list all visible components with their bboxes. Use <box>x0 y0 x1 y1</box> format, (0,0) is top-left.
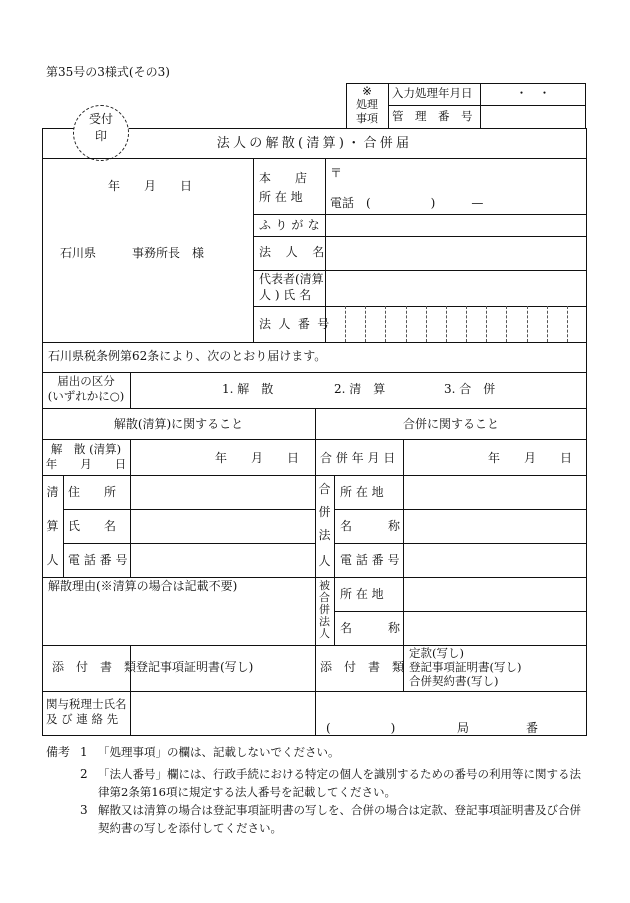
liquidator-name-label: 氏 名 <box>68 519 117 533</box>
dissolution-section-title: 解散(清算)に関すること <box>113 417 244 431</box>
form-title: 法人の解散(清算)・合併届 <box>216 136 413 151</box>
merger-attach-3: 合併契約書(写し) <box>409 674 499 688</box>
merging-v-3: 法 <box>318 528 331 542</box>
office-mark: ※ <box>361 84 373 98</box>
corp-number-cells[interactable] <box>325 306 587 342</box>
merging-v-1: 合 <box>318 482 331 496</box>
note-1-text: 「処理事項」の欄は、記載しないでください。 <box>98 745 340 759</box>
furigana-label: ふりがな <box>259 218 324 232</box>
accountant-phone-paren: ( ) <box>326 721 396 735</box>
merged-v-5: 人 <box>319 627 330 640</box>
corp-number-cell-divider <box>567 306 568 342</box>
liquidator-v-3: 人 <box>46 553 59 567</box>
category-label-1: 届出の区分 <box>57 374 115 388</box>
hq-label-1: 本 店 <box>259 171 308 185</box>
corp-number-cell-divider <box>486 306 487 342</box>
merged-name-label: 名 称 <box>340 621 401 635</box>
representative-field[interactable] <box>326 271 586 306</box>
hq-label-2: 所 在 地 <box>259 190 303 204</box>
accountant-ban: 番 <box>526 721 539 735</box>
merged-v-2: 合 <box>319 591 330 604</box>
submission-date: 年 月 日 <box>108 179 193 193</box>
input-date-label: 入力処理年月日 <box>392 86 473 100</box>
office-label-2: 事項 <box>356 112 378 125</box>
liquidator-v-1: 清 <box>46 485 59 499</box>
note-3-text: 解散又は清算の場合は登記事項証明書の写しを、合併の場合は定款、登記事項証明書及び合併契約書の写しを添付してください。 <box>98 803 581 835</box>
dissolution-reason-label: 解散理由(※清算の場合は記載不要) <box>48 579 238 593</box>
merging-phone-label: 電 話 番 号 <box>340 553 400 567</box>
hq-address-field[interactable] <box>345 162 581 186</box>
accountant-label-2: 及 び 連 絡 先 <box>46 712 119 726</box>
input-date-dots: ・ ・ <box>515 86 551 100</box>
hq-phone: 電話 ( ) — <box>330 196 484 210</box>
notes-heading: 備考 <box>46 745 71 759</box>
corp-number-cell-divider <box>406 306 407 342</box>
dissolution-date-label-1: 解 散 (清算) <box>50 442 122 456</box>
corp-number-cell-divider <box>466 306 467 342</box>
merging-name-label: 名 称 <box>340 519 401 533</box>
merged-v-3: 併 <box>319 603 330 616</box>
liquidator-v-2: 算 <box>46 519 59 533</box>
accountant-name-field[interactable] <box>131 692 586 720</box>
merger-date-value[interactable]: 年 月 日 <box>488 451 573 465</box>
merger-attach-1: 定款(写し) <box>409 646 464 660</box>
corp-number-cell-divider <box>547 306 548 342</box>
category-option-merger[interactable]: 3. 合 併 <box>444 382 496 396</box>
corp-number-cell-divider <box>345 306 346 342</box>
dissolution-date-label-2: 年 月 日 <box>45 457 127 471</box>
stamp-text-2: 印 <box>94 129 107 143</box>
merger-section-title: 合併に関すること <box>402 417 499 431</box>
furigana-field[interactable] <box>326 215 586 236</box>
corp-number-label: 法 人 番 号 <box>259 317 332 331</box>
addressee: 石川県 事務所長 様 <box>60 246 205 260</box>
merged-name-field[interactable] <box>404 612 586 645</box>
liquidator-address-field[interactable] <box>131 476 314 509</box>
category-option-liquidation[interactable]: 2. 清 算 <box>334 382 386 396</box>
category-option-dissolution[interactable]: 1. 解 散 <box>222 382 274 396</box>
rep-label-2: 人 ) 氏 名 <box>259 288 312 302</box>
merging-location-label: 所 在 地 <box>340 485 384 499</box>
accountant-label-1: 関与税理士氏名 <box>46 697 127 711</box>
note-2-num: 2 <box>80 767 88 781</box>
note-1-num: 1 <box>80 745 88 759</box>
category-label-2: (いずれかに○) <box>47 389 125 403</box>
corp-number-cell-divider <box>426 306 427 342</box>
note-2-text: 「法人番号」欄には、行政手続における特定の個人を識別するための番号の利用等に関する法律第2条第16項に規定する法人番号を記載してください。 <box>98 767 581 799</box>
corp-number-cell-divider <box>446 306 447 342</box>
dissolution-date-value[interactable]: 年 月 日 <box>215 451 300 465</box>
liquidator-address-label: 住 所 <box>68 485 117 499</box>
mgmt-number-label: 管 理 番 号 <box>392 109 473 123</box>
merging-v-2: 併 <box>318 505 331 519</box>
corp-name-label: 法 人 名 <box>259 245 330 259</box>
office-label-1: 処理 <box>356 98 378 111</box>
corp-name-field[interactable] <box>326 237 586 270</box>
merged-location-label: 所 在 地 <box>340 587 384 601</box>
merging-location-field[interactable] <box>404 476 586 509</box>
merger-date-label: 合 併 年 月 日 <box>320 451 396 465</box>
merged-v-4: 法 <box>319 615 330 628</box>
corp-number-cell-divider <box>385 306 386 342</box>
merging-phone-field[interactable] <box>404 544 586 577</box>
merging-name-field[interactable] <box>404 510 586 543</box>
merged-location-field[interactable] <box>404 578 586 611</box>
basis-text: 石川県税条例第62条により、次のとおり届けます。 <box>48 349 327 363</box>
liquidator-phone-label: 電 話 番 号 <box>68 553 128 567</box>
liquidator-name-field[interactable] <box>131 510 314 543</box>
dissolution-attach-label: 添 付 書 類 <box>52 660 137 674</box>
note-3-num: 3 <box>80 803 88 817</box>
merger-attach-2: 登記事項証明書(写し) <box>409 660 522 674</box>
dissolution-reason-field[interactable] <box>43 596 314 644</box>
postal-mark: 〒 <box>330 166 343 180</box>
merged-v-1: 被 <box>319 579 330 592</box>
merger-attach-label: 添 付 書 類 <box>320 660 405 674</box>
stamp-text-1: 受付 <box>88 112 113 126</box>
corp-number-cell-divider <box>506 306 507 342</box>
merging-v-4: 人 <box>318 554 331 568</box>
form-code: 第35号の3様式(その3) <box>46 65 170 79</box>
accountant-kyoku: 局 <box>457 721 470 735</box>
liquidator-phone-field[interactable] <box>131 544 314 577</box>
corp-number-cell-divider <box>527 306 528 342</box>
dissolution-attach-value: 登記事項証明書(写し) <box>136 660 254 674</box>
rep-label-1: 代表者(清算 <box>259 272 324 286</box>
corp-number-cell-divider <box>365 306 366 342</box>
